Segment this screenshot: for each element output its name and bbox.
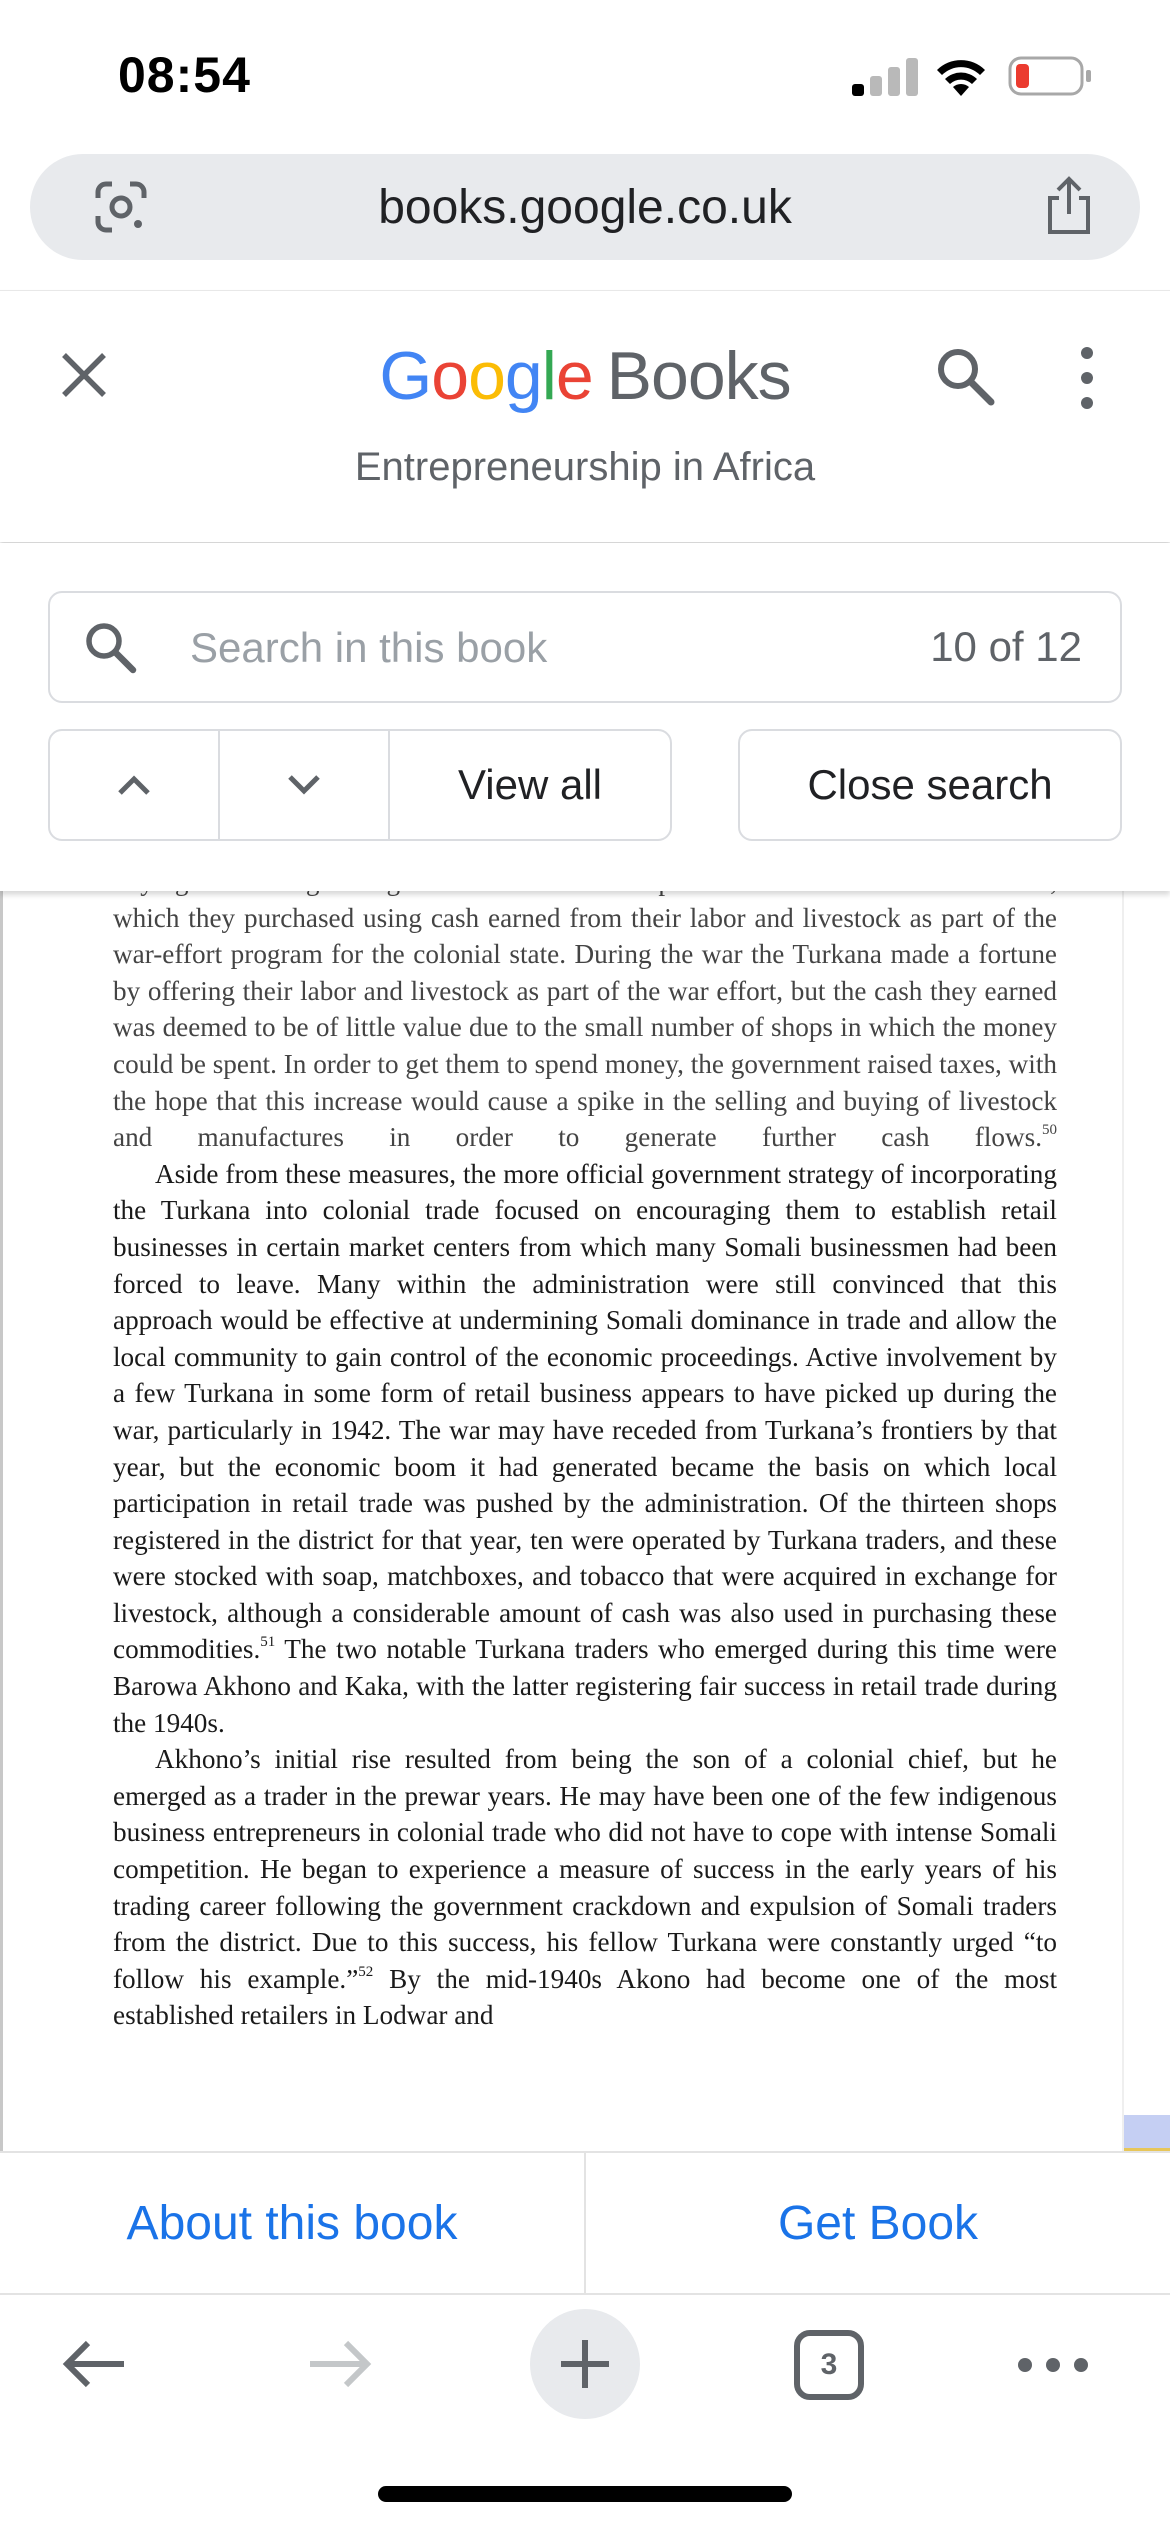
plus-icon xyxy=(557,2336,613,2392)
get-book-link[interactable]: Get Book xyxy=(777,2196,979,2250)
address-bar[interactable] xyxy=(30,154,1140,260)
browser-toolbar xyxy=(0,2295,1170,2435)
search-box[interactable] xyxy=(48,591,1122,703)
status-time: 08:54 xyxy=(118,47,251,103)
book-title: Entrepreneurship in Africa xyxy=(354,445,816,489)
page-paragraph: Akhono’s initial rise resulted from being the son of a colonial chief, but he emerged as a trader in the prewar years. He may have been one of the few indigenous business entrepreneurs in colonial trade who did not have to cope with intense Somali competition. He began to experience a measure of success in the early years of his trading career following the government crackdown and expulsion of Somali traders from the district. Due to this success, his fellow Turkana were constantly urged “to follow his example.”$^{52}$ By the mid-1940s Akono had become one of the most established retailers in Lodwar and xyxy=(113,1744,1057,2031)
page-edge xyxy=(0,891,3,2151)
chevron-up-icon xyxy=(112,763,156,807)
new-tab-button[interactable] xyxy=(530,2309,640,2419)
google-books-header xyxy=(0,290,1170,542)
book-page-viewer[interactable] xyxy=(0,891,1170,2151)
close-search-button[interactable]: Close search xyxy=(738,729,1122,841)
footnote-ref: 50 xyxy=(1042,1122,1057,1139)
forward-arrow-icon[interactable] xyxy=(302,2327,376,2401)
previous-result-button[interactable] xyxy=(50,731,220,839)
book-page-text xyxy=(113,863,1057,2034)
wifi-icon xyxy=(936,56,986,96)
next-result-button[interactable] xyxy=(220,731,390,839)
page-paragraph: which they purchased using cash earned from their labor and livestock as part of the war-effort program for the colonial state. During the war the Turkana made a fortune by offering their labor and livestock as part of the war effort, but the cash they earned was deemed to be of little value due to the small number of shops in which the money could be spent. In order to get them to spend money, the government raised taxes, with the hope that this increase would cause a spike in the selling and buying of livestock and manufactures in order to generate further cash flows.$^{50}$ xyxy=(113,902,1057,1153)
chevron-down-icon xyxy=(282,763,326,807)
footnote-ref: 51 xyxy=(260,1634,276,1651)
status-bar xyxy=(0,0,1170,150)
more-horiz-icon[interactable] xyxy=(1016,2345,1090,2385)
page-edge xyxy=(1122,891,1124,2151)
url-text[interactable]: books.google.co.uk xyxy=(378,181,792,234)
footnote-ref: 52 xyxy=(358,1963,374,1980)
tab-switcher-button[interactable]: 3 xyxy=(794,2330,864,2400)
search-result-count: 10 of 12 xyxy=(930,623,1082,670)
cellular-signal-icon xyxy=(852,58,920,96)
search-icon[interactable] xyxy=(934,345,996,407)
page-paragraph: Aside from these measures, the more official government strategy of incorporating the Turkana into colonial trade focused on encouraging them to establish retail businesses in certain market centers from which many Somali businessmen had been forced to leave. Many within the administration were still convinced that this approach would be effective at undermining Somali dominance in trade and allow the local community to gain control of the economic proceedings. Active involvement by a few Turkana in some form of retail business appears to have picked up during the war, particularly in 1942. The war may have receded from Turkana’s frontiers by that year, but the economic boom it had generated became the basis on which local participation in retail trade was pushed by the administration. Of the thirteen shops registered in the district for that year, ten were operated by Turkana traders, and these were stocked with soap, matchboxes, and tobacco that were acquired in exchange for livestock, although a considerable amount of cash was also used in purchasing these commodities.$^{51}$ The two notable Turkana traders who emerged during this time were Barowa Akhono and Kaka, with the latter registering fair success in retail trade during the 1940s. xyxy=(113,1158,1057,1738)
battery-low-icon xyxy=(1008,56,1092,96)
share-icon[interactable] xyxy=(1042,176,1096,236)
home-indicator[interactable] xyxy=(378,2486,792,2502)
search-icon xyxy=(82,619,138,675)
page-scroll-marker[interactable] xyxy=(1124,2115,1170,2151)
back-arrow-icon[interactable] xyxy=(58,2327,132,2401)
search-in-book-panel xyxy=(0,543,1170,891)
search-input[interactable] xyxy=(190,619,810,677)
view-all-button[interactable]: View all xyxy=(458,761,602,808)
books-logo-text: Books xyxy=(606,338,791,414)
about-this-book-link[interactable]: About this book xyxy=(0,2153,586,2293)
google-logo-text: Google xyxy=(379,338,593,414)
more-vert-icon[interactable] xyxy=(1072,345,1102,411)
book-actions-bar xyxy=(0,2151,1170,2295)
search-nav-group xyxy=(48,729,672,841)
